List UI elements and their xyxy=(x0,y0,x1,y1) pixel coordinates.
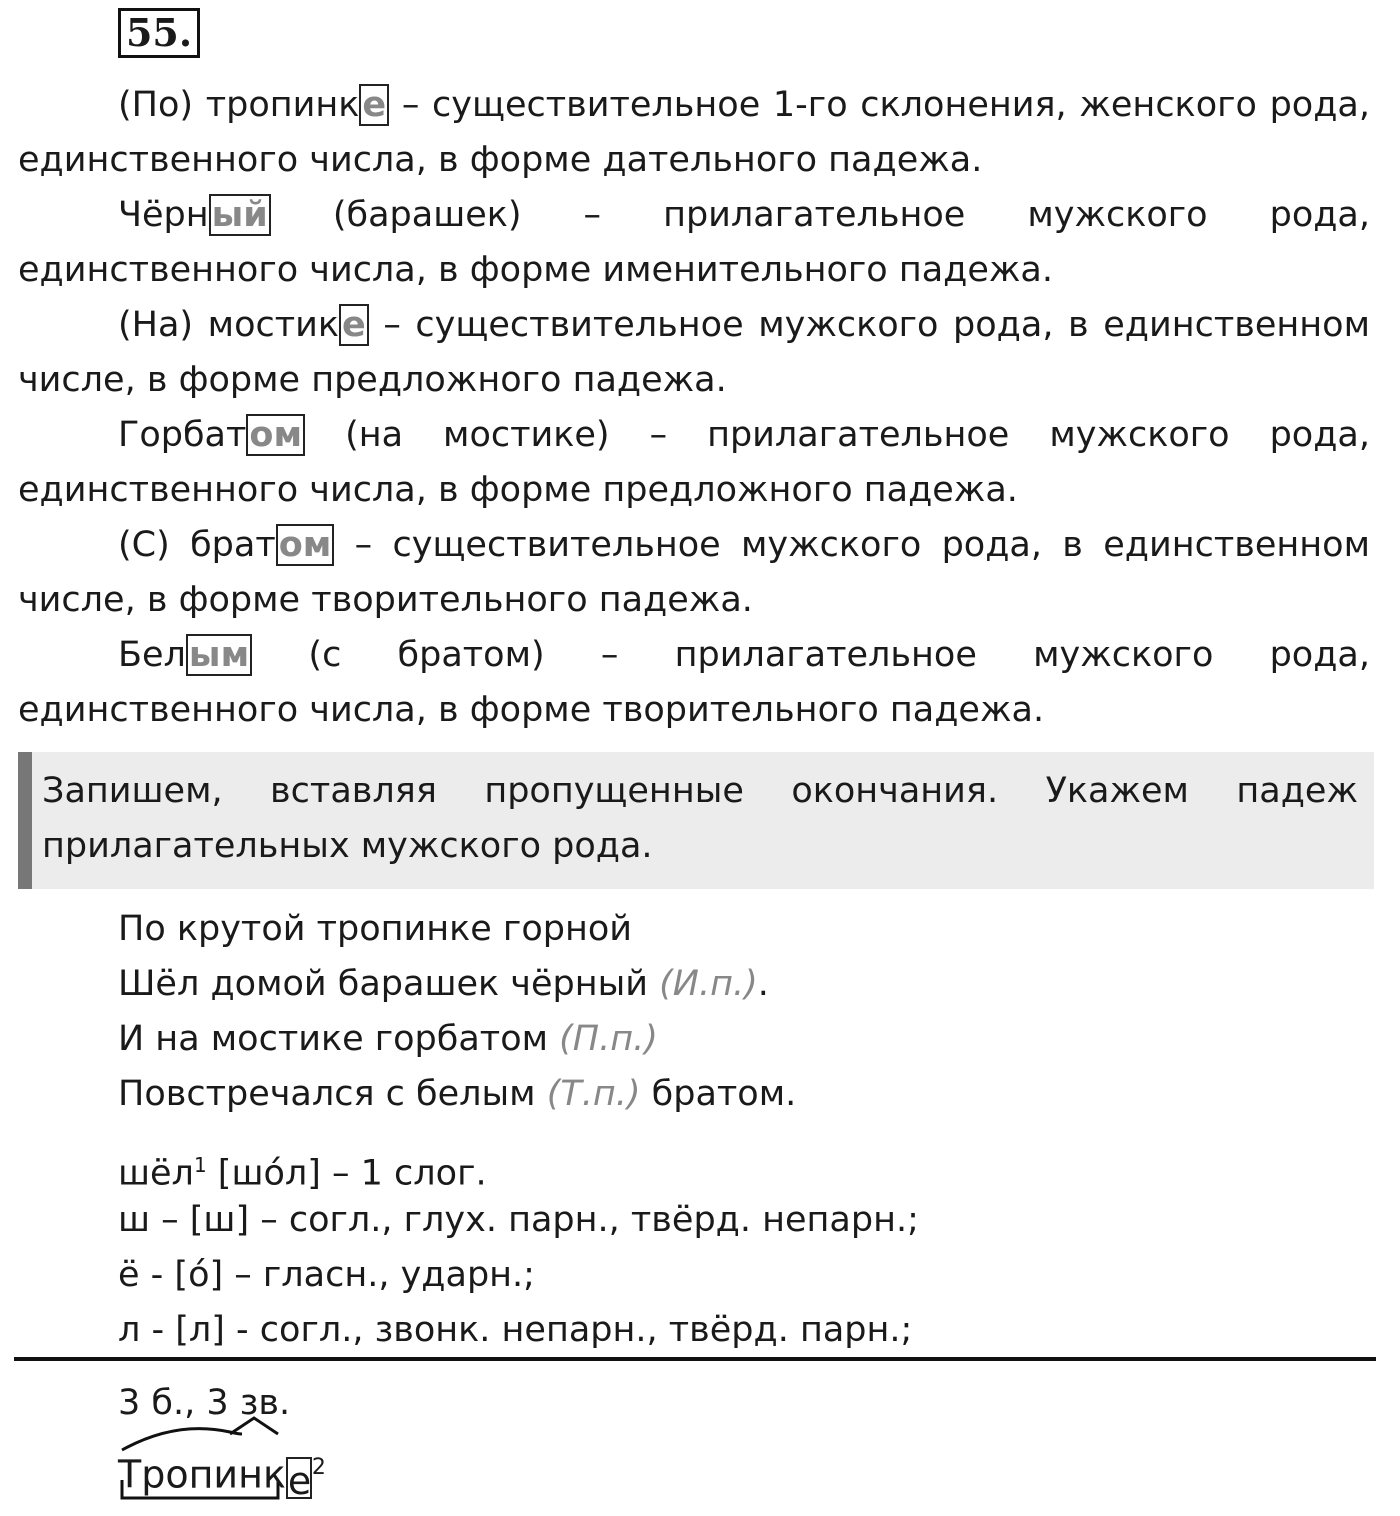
ending-box: ым xyxy=(186,634,252,676)
phonetic-heading: шёл$^1$ [шо́л] – 1 слог. xyxy=(118,1153,487,1194)
paragraph-4: Горбатом (на мостике) – прилагательное мужского рода, единственного числа, в форме предложного падежа. xyxy=(18,415,1370,510)
ending-box: е xyxy=(287,1458,312,1503)
case-label: (Т.п.) xyxy=(546,1074,641,1114)
paragraph-3: (На) мостике – существительное мужского рода, в единственном числе, в форме предложного падежа. xyxy=(18,305,1370,400)
morpheme-analysis xyxy=(118,1412,338,1512)
ending-box: ом xyxy=(246,414,305,456)
paragraph-2: Чёрный (барашек) – прилагательное мужского рода, единственного числа, в форме именительного падежа. xyxy=(18,195,1370,290)
ending-box: ом xyxy=(276,524,335,566)
poem-line-3: И на мостике горбатом (П.п.) xyxy=(118,1019,658,1059)
exercise-number: 55. xyxy=(118,8,200,58)
paragraph-6: Белым (с братом) – прилагательное мужского рода, единственного числа, в форме творительного падежа. xyxy=(18,635,1370,730)
ending-box: ый xyxy=(209,194,271,236)
instruction-note: Запишем, вставляя пропущенные окончания. Укажем падеж прилагательных мужского рода. xyxy=(18,752,1374,889)
phonetic-line-1: ш – [ш] – согл., глух. парн., твёрд. непарн.; xyxy=(118,1200,919,1240)
phonetic-line-3: л - [л] - согл., звонк. непарн., твёрд. парн.; xyxy=(118,1310,913,1350)
poem-line-4: Повстречался с белым (Т.п.) братом. xyxy=(118,1074,797,1114)
phonetic-line-2: ё - [о́] – гласн., ударн.; xyxy=(118,1255,535,1295)
case-label: (И.п.) xyxy=(659,964,758,1004)
morpheme-word: Тропинке$^2$ xyxy=(118,1452,326,1503)
ending-box: е xyxy=(339,304,369,346)
paragraph-5: (С) братом – существительное мужского рода, в единственном числе, в форме творительного падежа. xyxy=(18,525,1370,620)
ending-box: е xyxy=(359,84,389,126)
poem-line-2: Шёл домой барашек чёрный (И.п.). xyxy=(118,964,769,1004)
phonetic-summary: 3 б., 3 зв. xyxy=(118,1383,291,1423)
paragraph-1: (По) тропинке – существительное 1-го склонения, женского рода, единственного числа, в форме дательного падежа. xyxy=(18,85,1370,180)
divider xyxy=(14,1357,1376,1361)
poem-line-1: По крутой тропинке горной xyxy=(118,909,632,949)
case-label: (П.п.) xyxy=(559,1019,658,1059)
